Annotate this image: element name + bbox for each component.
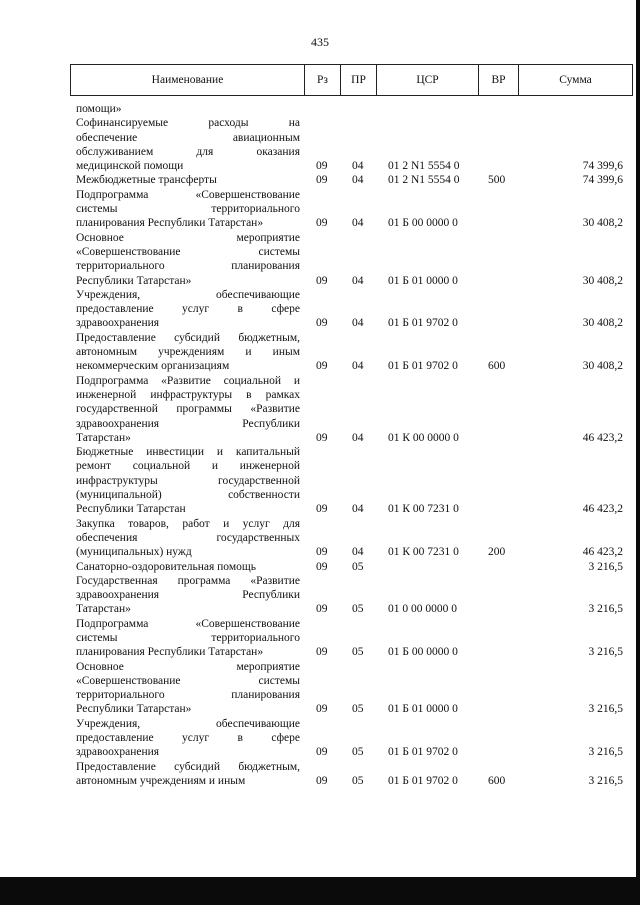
row-name-line: здравоохранения Республики <box>76 417 300 430</box>
row-vr: 600 <box>488 360 506 373</box>
row-pr: 04 <box>352 431 364 444</box>
row-rz: 09 <box>316 646 328 659</box>
scan-border-bottom <box>0 877 640 905</box>
row-rz: 09 <box>316 274 328 287</box>
row-sum <box>530 102 623 116</box>
row-sum: 46 423,2 <box>582 546 623 559</box>
table-body <box>0 102 640 788</box>
row-csr <box>388 102 478 116</box>
row-name-line: территориального планирования <box>76 260 300 273</box>
row-csr: 01 Б 01 0000 0 <box>388 703 458 716</box>
row-name-line: Основное мероприятие <box>76 231 300 244</box>
row-name-line: здравоохранения Республики <box>76 589 300 602</box>
row-name-line: Республики Татарстан» <box>76 703 192 716</box>
row-name-line: помощи» <box>76 103 122 115</box>
header-csr: ЦСР <box>377 65 479 95</box>
row-name-line: Подпрограмма «Совершенствование <box>76 617 300 630</box>
row-sum: 46 423,2 <box>582 503 623 516</box>
row-csr: 01 Б 00 0000 0 <box>388 646 458 659</box>
row-csr: 01 Б 00 0000 0 <box>388 217 458 230</box>
row-csr: 01 Б 01 0000 0 <box>388 274 458 287</box>
row-name-line: планирования Республики Татарстан» <box>76 646 264 659</box>
row-name-line: (муниципальной) собственности <box>76 489 300 502</box>
row-vr: 500 <box>488 174 506 187</box>
row-name-line: обеспечение авиационным <box>76 131 300 144</box>
header-vr: ВР <box>479 65 519 95</box>
row-csr: 01 Б 01 9702 0 <box>388 774 458 787</box>
row-pr: 04 <box>352 174 364 187</box>
row-pr: 05 <box>352 746 364 759</box>
row-sum: 30 408,2 <box>582 274 623 287</box>
row-csr: 01 Б 01 9702 0 <box>388 317 458 330</box>
row-csr: 01 Б 01 9702 0 <box>388 746 458 759</box>
row-sum: 30 408,2 <box>582 217 623 230</box>
row-sum: 3 216,5 <box>588 774 623 787</box>
row-vr <box>488 274 512 288</box>
row-name-line: Подпрограмма «Совершенствование <box>76 188 300 201</box>
row-name-line: Республики Татарстан <box>76 503 186 516</box>
row-vr <box>488 216 512 230</box>
row-vr <box>488 159 512 173</box>
table-row <box>0 760 640 789</box>
row-name-line: Учреждения, обеспечивающие <box>76 717 300 730</box>
row-name-line: Бюджетные инвестиции и капитальный <box>76 446 300 459</box>
row-name-line: обеспечения государственных <box>76 531 300 544</box>
row-rz: 09 <box>316 703 328 716</box>
row-vr <box>488 102 512 116</box>
row-name-line: системы территориального <box>76 203 300 216</box>
row-name-line: Предоставление субсидий бюджетным, <box>76 760 300 773</box>
row-name-line: (муниципальных) нужд <box>76 546 192 559</box>
row-name-line: Учреждения, обеспечивающие <box>76 288 300 301</box>
row-pr: 05 <box>352 560 364 573</box>
row-pr: 04 <box>352 546 364 559</box>
row-pr: 04 <box>352 217 364 230</box>
row-rz: 09 <box>316 317 328 330</box>
row-name-line: инженерной инфраструктуры в рамках <box>76 388 300 401</box>
row-name-line: планирования Республики Татарстан» <box>76 217 264 230</box>
table-row <box>0 288 640 331</box>
row-rz: 09 <box>316 174 328 187</box>
row-rz: 09 <box>316 431 328 444</box>
row-sum: 3 216,5 <box>588 560 623 573</box>
row-sum: 3 216,5 <box>588 603 623 616</box>
row-csr: 01 К 00 7231 0 <box>388 546 459 559</box>
row-vr <box>488 502 512 516</box>
header-sum: Сумма <box>559 74 592 86</box>
row-csr: 01 К 00 7231 0 <box>388 503 459 516</box>
row-vr <box>488 316 512 330</box>
row-name-line: Государственная программа «Развитие <box>76 574 300 587</box>
row-pr: 05 <box>352 774 364 787</box>
row-rz: 09 <box>316 160 328 173</box>
row-sum: 3 216,5 <box>588 746 623 759</box>
row-csr <box>388 560 478 574</box>
row-pr: 05 <box>352 603 364 616</box>
row-csr: 01 2 N1 5554 0 <box>388 160 460 173</box>
row-name-line: Предоставление субсидий бюджетным, <box>76 331 300 344</box>
row-csr: 01 2 N1 5554 0 <box>388 174 460 187</box>
row-vr <box>488 431 512 445</box>
header-pr: ПР <box>341 65 377 95</box>
row-vr <box>488 560 512 574</box>
row-csr: 01 0 00 0000 0 <box>388 603 457 616</box>
row-name-line: медицинской помощи <box>76 160 184 173</box>
row-vr <box>488 602 512 616</box>
row-rz <box>316 102 336 116</box>
row-name-line: территориального планирования <box>76 689 300 702</box>
row-rz: 09 <box>316 746 328 759</box>
row-name-line: «Совершенствование системы <box>76 245 300 258</box>
table-row <box>0 560 640 574</box>
row-vr: 600 <box>488 774 506 787</box>
row-name-line: автономным учреждениям и иным <box>76 774 246 787</box>
row-name-line: инфраструктуры государственной <box>76 474 300 487</box>
row-sum: 3 216,5 <box>588 703 623 716</box>
table-row <box>0 517 640 560</box>
table-row <box>0 660 640 717</box>
row-name-line: ремонт социальной и инженерной <box>76 460 300 473</box>
row-sum: 30 408,2 <box>582 317 623 330</box>
scan-border-right <box>636 0 640 905</box>
table-row <box>0 102 640 116</box>
row-name-line: Подпрограмма «Развитие социальной и <box>76 374 300 387</box>
row-pr: 04 <box>352 274 364 287</box>
table-row <box>0 717 640 760</box>
header-rz: Рз <box>305 65 341 95</box>
table-row <box>0 116 640 173</box>
table-row <box>0 374 640 445</box>
header-name: Наименование <box>71 65 305 95</box>
row-name-line: здравоохранения <box>76 746 160 759</box>
row-pr: 04 <box>352 503 364 516</box>
row-csr: 01 К 00 0000 0 <box>388 431 459 444</box>
row-sum: 46 423,2 <box>582 431 623 444</box>
table-row <box>0 445 640 516</box>
row-pr: 04 <box>352 317 364 330</box>
row-name-line: предоставление услуг в сфере <box>76 303 300 316</box>
row-vr <box>488 745 512 759</box>
row-csr: 01 Б 01 9702 0 <box>388 360 458 373</box>
row-name-line: Закупка товаров, работ и услуг для <box>76 517 300 530</box>
row-sum: 3 216,5 <box>588 646 623 659</box>
row-vr <box>488 702 512 716</box>
row-rz: 09 <box>316 360 328 373</box>
row-name-line: Межбюджетные трансферты <box>76 174 217 187</box>
row-name-line: здравоохранения <box>76 317 160 330</box>
table-row <box>0 617 640 660</box>
row-pr: 05 <box>352 703 364 716</box>
row-name-line: системы территориального <box>76 631 300 644</box>
row-name-line: Основное мероприятие <box>76 660 300 673</box>
row-name-line: некоммерческим организациям <box>76 360 230 373</box>
row-name-line: Республики Татарстан» <box>76 274 192 287</box>
row-pr: 04 <box>352 160 364 173</box>
row-sum: 30 408,2 <box>582 360 623 373</box>
table-row <box>0 331 640 374</box>
row-rz: 09 <box>316 503 328 516</box>
row-pr: 05 <box>352 646 364 659</box>
row-name-line: Софинансируемые расходы на <box>76 117 300 130</box>
row-vr: 200 <box>488 546 506 559</box>
row-name-line: Санаторно-оздоровительная помощь <box>76 560 256 573</box>
table-header <box>70 64 633 96</box>
row-name-line: Татарстан» <box>76 603 131 616</box>
row-rz: 09 <box>316 546 328 559</box>
page-number: 435 <box>311 35 329 49</box>
row-name-line: предоставление услуг в сфере <box>76 732 300 745</box>
table-row <box>0 231 640 288</box>
row-sum: 74 399,6 <box>582 160 623 173</box>
row-name-line: Татарстан» <box>76 431 131 444</box>
row-name-line: «Совершенствование системы <box>76 674 300 687</box>
row-rz: 09 <box>316 560 328 573</box>
row-sum: 74 399,6 <box>582 174 623 187</box>
table-row <box>0 574 640 617</box>
row-name-line: обслуживанием для оказания <box>76 145 300 158</box>
row-rz: 09 <box>316 217 328 230</box>
row-pr <box>352 102 374 116</box>
table-row <box>0 173 640 187</box>
row-rz: 09 <box>316 603 328 616</box>
row-rz: 09 <box>316 774 328 787</box>
row-pr: 04 <box>352 360 364 373</box>
row-name-line: государственной программы «Развитие <box>76 403 300 416</box>
row-vr <box>488 645 512 659</box>
table-row <box>0 188 640 231</box>
row-name-line: автономным учреждениям и иным <box>76 346 300 359</box>
